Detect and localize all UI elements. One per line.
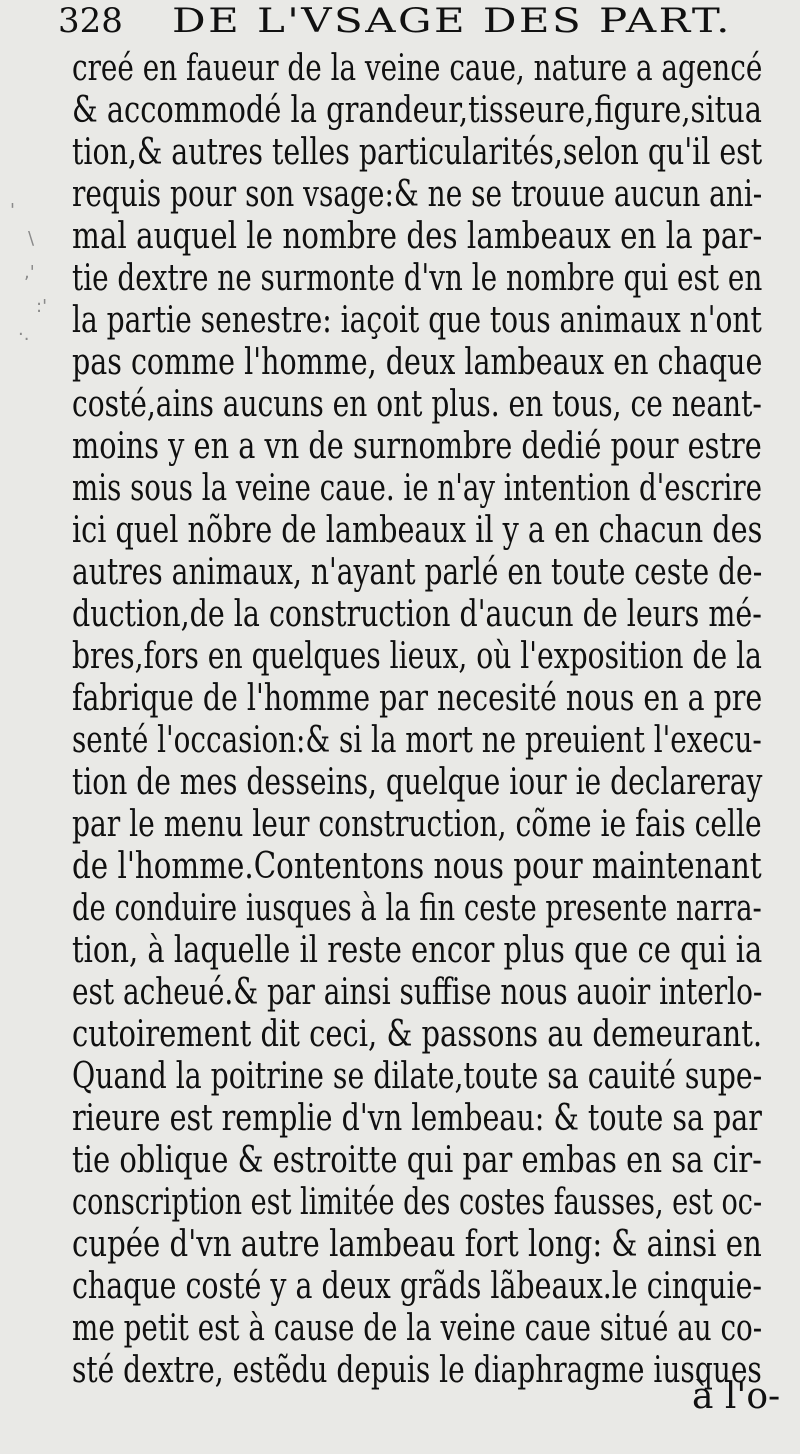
text-line: la partie senestre: iaçoit que tous animaux n'ont bbox=[72, 300, 762, 341]
text-line: tion, à laquelle il reste encor plus que ce qui ia bbox=[72, 930, 763, 971]
text-line: cutoirement dit ceci, & passons au demeurant. bbox=[72, 1014, 763, 1055]
page-header bbox=[50, 0, 790, 50]
text-line: de l'homme.Contentons nous pour maintenant bbox=[72, 846, 762, 887]
text-line: requis pour son vsage:& ne se trouue aucun ani- bbox=[72, 174, 763, 215]
page-number: 328 bbox=[58, 1, 123, 41]
text-line: me petit est à cause de la veine caue situé au co- bbox=[72, 1308, 763, 1349]
text-line: par le menu leur construction, cõme ie fais celle bbox=[72, 804, 762, 845]
text-line: sté dextre, estẽdu depuis le diaphragme iusques bbox=[72, 1350, 762, 1391]
text-line: rieure est remplie d'vn lembeau: & toute sa par bbox=[72, 1098, 762, 1139]
text-line: bres,fors en quelques lieux, où l'exposition de la bbox=[72, 636, 762, 677]
text-line: duction,de la construction d'aucun de leurs mé- bbox=[72, 594, 762, 635]
text-line: autres animaux, n'ayant parlé en toute ceste de- bbox=[72, 552, 763, 593]
text-line: conscription est limitée des costes fausses, est oc- bbox=[72, 1182, 763, 1223]
text-line: creé en faueur de la veine caue, nature a agencé bbox=[72, 48, 763, 89]
text-line: mal auquel le nombre des lambeaux en la par- bbox=[72, 216, 763, 257]
text-line: tie oblique & estroitte qui par embas en sa cir- bbox=[72, 1140, 762, 1181]
text-line: pas comme l'homme, deux lambeaux en chaque bbox=[72, 342, 763, 383]
text-line: fabrique de l'homme par necesité nous en a pre bbox=[72, 678, 763, 719]
running-title: DE L'VSAGE DES PART. bbox=[172, 1, 732, 41]
text-line: est acheué.& par ainsi suffise nous auoir interlo- bbox=[72, 972, 763, 1013]
catchword: à l'o- bbox=[692, 1376, 781, 1417]
text-line: tion de mes desseins, quelque iour ie declareray bbox=[72, 762, 763, 803]
text-line: ici quel nõbre de lambeaux il y a en chacun des bbox=[72, 510, 763, 551]
text-line: mis sous la veine caue. ie n'ay intention d'escrire bbox=[72, 468, 762, 509]
text-line: chaque costé y a deux grãds lãbeaux.le cinquie- bbox=[72, 1266, 763, 1307]
text-line: & accommodé la grandeur,tisseure,figure,situa bbox=[72, 90, 762, 131]
text-line: tion,& autres telles particularités,selon qu'il est bbox=[72, 132, 763, 173]
text-line: Quand la poitrine se dilate,toute sa cauité supe- bbox=[72, 1056, 763, 1097]
text-line: tie dextre ne surmonte d'vn le nombre qui est en bbox=[72, 258, 763, 299]
margin-marks: ' \ ,' :' ·. bbox=[10, 200, 48, 345]
text-line: costé,ains aucuns en ont plus. en tous, ce neant- bbox=[72, 384, 762, 425]
text-line: senté l'occasion:& si la mort ne preuient l'execu- bbox=[72, 720, 762, 761]
text-line: cupée d'vn autre lambeau fort long: & ainsi en bbox=[72, 1224, 762, 1265]
text-line: de conduire iusques à la fin ceste presente narra- bbox=[72, 888, 762, 929]
text-line: moins y en a vn de surnombre dedié pour estre bbox=[72, 426, 762, 467]
